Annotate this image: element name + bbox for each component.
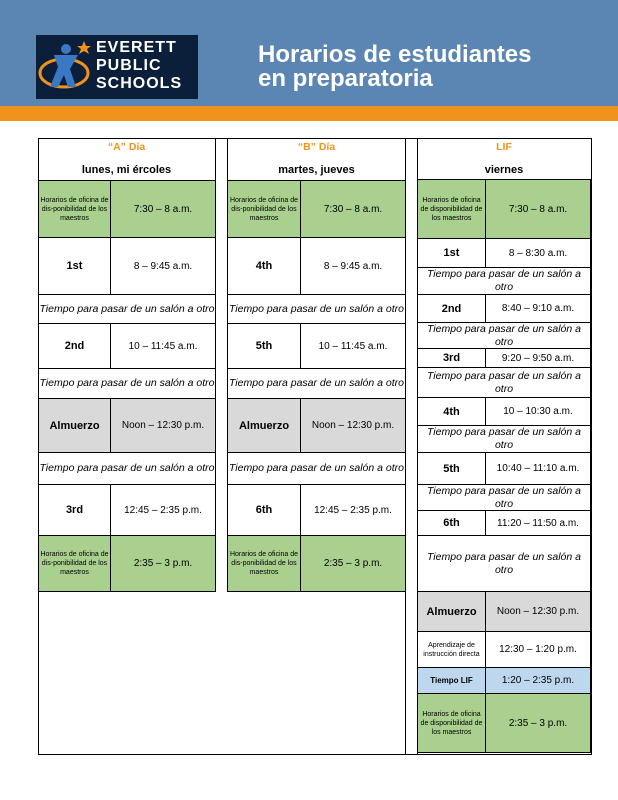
period-time: 10 – 11:45 a.m. [110,323,216,369]
period-label: 6th [227,484,301,536]
office-hours-label: Horarios de oficina de dis-ponibilidad de los maestros [38,535,111,592]
office-hours-time: 7:30 – 8 a.m. [110,180,216,238]
period-label: 6th [417,510,486,536]
period-time: 12:45 – 2:35 p.m. [300,484,406,536]
lif-label: Tiempo LIF [417,667,486,694]
passing-time: Tiempo para pasar de un salón a otro [38,294,216,324]
period-time: 10 – 11:45 a.m. [300,323,406,369]
day-b-days: martes, jueves [278,164,355,176]
period-time: 9:20 – 9:50 a.m. [485,348,591,368]
page-title: Horarios de estudiantes en preparatoria [258,41,532,92]
office-hours-label: Horarios de oficina de dis-ponibilidad de los maestros [227,180,301,238]
direct-instruction-time: 12:30 – 1:20 p.m. [485,631,591,668]
period-label: 1st [38,237,111,295]
lunch-time: Noon – 12:30 p.m. [300,398,406,453]
office-hours-time: 7:30 – 8 a.m. [300,180,406,238]
period-label: 5th [227,323,301,369]
day-c-heading: LIF [496,141,512,153]
office-hours-time: 7:30 – 8 a.m. [485,179,591,239]
passing-time: Tiempo para pasar de un salón a otro [417,535,591,592]
office-hours-label: Horarios de oficina de dis-ponibilidad de los maestros [38,180,111,238]
office-hours-label: Horarios de oficina de dis-ponibilidad de los maestros [227,535,301,592]
passing-time: Tiempo para pasar de un salón a otro [227,368,406,399]
office-hours-time: 2:35 – 3 p.m. [110,535,216,592]
period-time: 8:40 – 9:10 a.m. [485,294,591,323]
period-time: 11:20 – 11:50 a.m. [485,510,591,536]
period-label: 3rd [38,484,111,536]
period-time: 8 – 8:30 a.m. [485,238,591,268]
lunch-time: Noon – 12:30 p.m. [485,591,591,632]
day-a-days: lunes, mi ércoles [81,164,172,176]
period-label: 3rd [417,348,486,368]
period-time: 12:45 – 2:35 p.m. [110,484,216,536]
day-a-heading: “A” Día [107,141,146,153]
day-c-days: viernes [484,164,524,176]
period-label: 1st [417,238,486,268]
period-time: 8 – 9:45 a.m. [300,237,406,295]
office-hours-label: Horarios de oficina de disponibilidad de los maestros [417,179,486,239]
lunch-label: Almuerzo [227,398,301,453]
district-logo [36,35,198,99]
period-label: 4th [417,397,486,426]
day-b-heading: “B” Día [297,141,336,153]
period-label: 4th [227,237,301,295]
passing-time: Tiempo para pasar de un salón a otro [38,452,216,485]
orange-stripe [0,106,618,121]
period-time: 10:40 – 11:10 a.m. [485,452,591,485]
passing-time: Tiempo para pasar de un salón a otro [417,367,591,398]
office-hours-label: Horarios de oficina de disponibilidad de los maestros [417,693,486,753]
passing-time: Tiempo para pasar de un salón a otro [417,425,591,453]
period-label: 2nd [417,294,486,323]
period-label: 2nd [38,323,111,369]
period-time: 10 – 10:30 a.m. [485,397,591,426]
divider [38,591,216,592]
period-time: 8 – 9:45 a.m. [110,237,216,295]
office-hours-time: 2:35 – 3 p.m. [300,535,406,592]
lunch-label: Almuerzo [417,591,486,632]
passing-time: Tiempo para pasar de un salón a otro [38,368,216,399]
passing-time: Tiempo para pasar de un salón a otro [227,294,406,324]
lif-time: 1:20 – 2:35 p.m. [485,667,591,694]
passing-time: Tiempo para pasar de un salón a otro [417,484,591,511]
office-hours-time: 2:35 – 3 p.m. [485,693,591,753]
lunch-label: Almuerzo [38,398,111,453]
passing-time: Tiempo para pasar de un salón a otro [227,452,406,485]
passing-time: Tiempo para pasar de un salón a otro [417,322,591,349]
period-label: 5th [417,452,486,485]
passing-time: Tiempo para pasar de un salón a otro [417,267,591,295]
logo-text: EVERETT PUBLIC SCHOOLS [96,39,183,92]
direct-instruction-label: Aprendizaje de instrucción directa [417,631,486,668]
lunch-time: Noon – 12:30 p.m. [110,398,216,453]
